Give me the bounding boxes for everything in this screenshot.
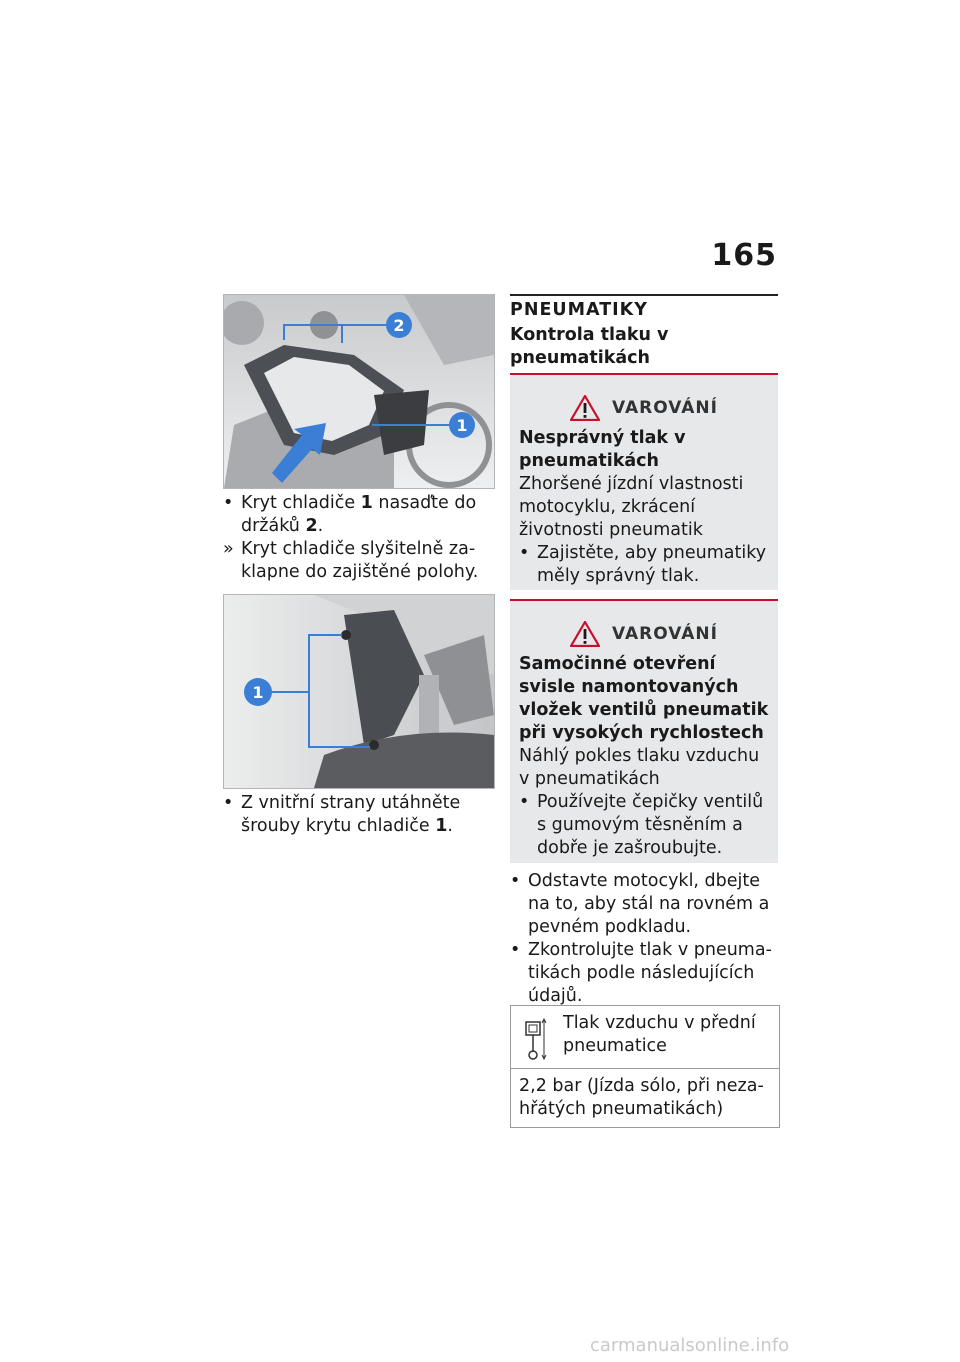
warning-title: VAROVÁNÍ (612, 397, 718, 418)
warning-triangle-icon (570, 621, 600, 647)
list-item: » Kryt chladiče slyšitelně zaklapne do zajištěné polohy. (223, 539, 479, 582)
callout-1-label: 1 (252, 683, 264, 702)
radiator-cover-fit-image (223, 294, 495, 489)
warning-box (510, 601, 778, 863)
steps-fit-cover (223, 492, 493, 584)
section-rule (510, 294, 778, 296)
list-item: • Zkontrolujte tlak v pneumatikách podle následujících údajů. (510, 940, 772, 1006)
tire-pressure-icon (523, 1016, 547, 1062)
steps-check-pressure (510, 870, 778, 1008)
bullet-marker: • (223, 793, 234, 813)
list-item: • Používejte čepičky ventilů s gumovým těsněním a dobře je zašroubujte. (519, 792, 764, 858)
warning-title: VAROVÁNÍ (612, 623, 718, 644)
callout-1-label: 1 (456, 416, 468, 435)
result-marker: » (223, 539, 234, 559)
warning-text: Zhoršené jízdní vlastnosti motocyklu, zkrácení životnosti pneumatik (519, 474, 744, 540)
radiator-cover-illustration (224, 295, 494, 488)
subsection-title: Kontrola tlaku v pneumatikách (510, 325, 669, 368)
list-item: • Kryt chladiče 1 nasaďte do držáků 2. (223, 493, 477, 536)
callout-2-label: 2 (393, 316, 405, 335)
list-item: • Zajistěte, aby pneumatiky měly správný tlak. (519, 543, 767, 586)
warning-text: Náhlý pokles tlaku vzduchu v pneumatikách (519, 746, 760, 789)
section-title: PNEUMATIKY (510, 300, 648, 320)
radiator-screws-illustration (224, 595, 494, 788)
spec-label-row (511, 1006, 779, 1069)
bullet-marker: • (223, 493, 234, 513)
warning-triangle-icon (570, 395, 600, 421)
spec-label: Tlak vzduchu v přední pneumatice (563, 1013, 756, 1056)
page-number: 165 (711, 238, 777, 273)
pressure-spec-table (510, 1005, 780, 1128)
warning-heading: Samočinné otevření svisle namontovaných vložek ventilů pneumatik při vysokých rychlostech (519, 654, 769, 743)
radiator-cover-screws-image (223, 594, 495, 789)
spec-value: 2,2 bar (Jízda sólo, při nezahřátých pneumatikách) (519, 1076, 764, 1119)
warning-heading: Nesprávný tlak v pneumatikách (519, 428, 686, 471)
warning-box (510, 375, 778, 590)
watermark: carmanualsonline.info (590, 1335, 790, 1356)
steps-tighten-screws (223, 792, 493, 838)
list-item: • Odstavte motocykl, dbejte na to, aby stál na rovném a pevném podkladu. (510, 871, 770, 937)
list-item: • Z vnitřní strany utáhněte šrouby krytu chladiče 1. (223, 793, 461, 836)
